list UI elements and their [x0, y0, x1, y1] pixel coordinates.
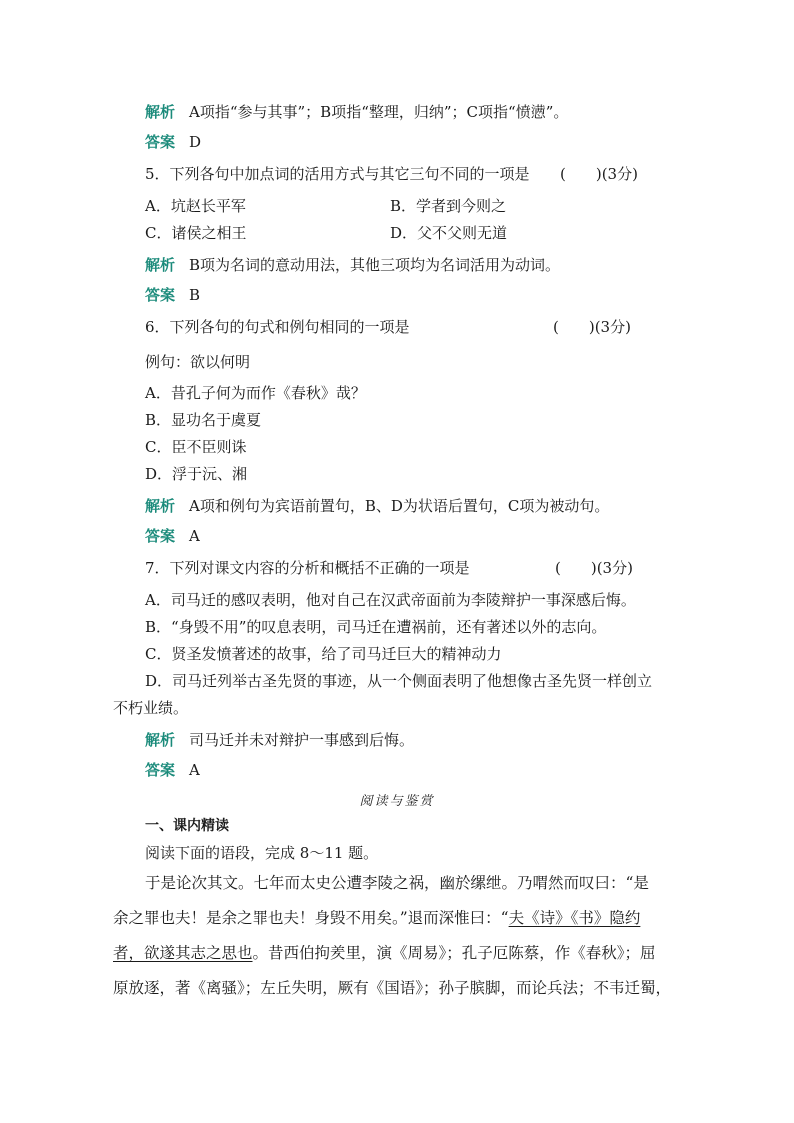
- q5-analysis-line: [145, 255, 560, 275]
- q6-option-b: B．显功名于虞夏: [145, 411, 262, 429]
- section-subtitle: 一、课内精读: [145, 818, 229, 834]
- q5-option-d: D．父不父则无道: [390, 224, 508, 242]
- q5-stem: [145, 164, 530, 184]
- answer-label: 答案: [145, 527, 176, 545]
- q5-stem-text: 5．下列各句中加点词的活用方式与其它三句不同的一项是: [145, 165, 530, 183]
- q7-analysis-line: [145, 730, 414, 750]
- answer-label: 答案: [145, 133, 176, 151]
- analysis-label: 解析: [145, 731, 176, 749]
- q7-answer-line: [145, 760, 200, 780]
- q6-analysis-text: A项和例句为宾语前置句，B、D为状语后置句，C项为被动句。: [189, 497, 610, 515]
- q5-option-b: B．学者到今则之: [390, 197, 507, 215]
- passage-underlined-sentence-end: 者，欲遂其志之思也: [113, 944, 253, 962]
- q6-answer-value: A: [189, 527, 200, 545]
- passage-line-4: 原放逐，著《离骚》；左丘失明，厥有《国语》；孙子膑脚，而论兵法；不韦迁蜀，: [113, 979, 672, 997]
- q6-option-a: A．昔孔子何为而作《春秋》哉？: [145, 384, 366, 402]
- q5-analysis-text: B项为名词的意动用法，其他三项均为名词活用为动词。: [189, 256, 561, 274]
- q7-score: ( )(3分): [555, 559, 633, 577]
- q6-analysis-line: [145, 496, 609, 516]
- q7-option-a: A．司马迁的感叹表明，他对自己在汉武帝面前为李陵辩护一事深感后悔。: [145, 591, 636, 609]
- passage-line-2-text: 余之罪也夫！是余之罪也夫！身毁不用矣。”退而深惟曰：“: [113, 909, 509, 927]
- q6-option-d: D．浮于沅、湘: [145, 465, 248, 483]
- q5-answer-line: [145, 285, 200, 305]
- q7-analysis-text: 司马迁并未对辩护一事感到后悔。: [189, 731, 415, 749]
- q7-stem-text: 7．下列对课文内容的分析和概括不正确的一项是: [145, 559, 470, 577]
- q6-example: 例句：欲以何明: [145, 353, 251, 371]
- q6-score: ( )(3分): [553, 318, 631, 336]
- analysis-label: 解析: [145, 256, 176, 274]
- passage-underlined-sentence-start: 夫《诗》《书》隐约: [508, 909, 641, 927]
- q5-option-c: C．诸侯之相王: [145, 224, 247, 242]
- passage-line-3-text: 。昔西伯拘羑里，演《周易》；孔子厄陈蔡，作《春秋》；屈: [252, 944, 656, 962]
- q7-option-d: D．司马迁列举古圣先贤的事迹，从一个侧面表明了他想像古圣先贤一样创立: [145, 672, 653, 690]
- q6-stem: [145, 317, 410, 337]
- q6-option-c: C．臣不臣则诛: [145, 438, 247, 456]
- q5-answer-value: B: [189, 286, 201, 304]
- q5-score: ( )(3分): [560, 165, 638, 183]
- passage-line-3: [113, 936, 683, 971]
- q7-option-b: B．“身毁不用”的叹息表明，司马迁在遭祸前，还有著述以外的志向。: [145, 618, 607, 636]
- passage-line-1: 于是论次其文。七年而太史公遭李陵之祸，幽於缧绁。乃喟然而叹曰：“是: [145, 874, 649, 892]
- section-instruction: 阅读下面的语段，完成 8～11 题。: [145, 844, 379, 862]
- q5-option-a: A．坑赵长平军: [145, 197, 246, 215]
- q6-stem-text: 6．下列各句的句式和例句相同的一项是: [145, 318, 410, 336]
- q7-stem: [145, 558, 470, 578]
- q4-analysis-text: A项指“参与其事”；B项指“整理，归纳”；C项指“愤懑”。: [189, 103, 569, 121]
- analysis-label: 解析: [145, 497, 176, 515]
- q7-option-d-continued: 不朽业绩。: [113, 699, 189, 717]
- q4-answer-line: [145, 132, 201, 152]
- q4-answer-value: D: [189, 133, 202, 151]
- answer-label: 答案: [145, 761, 176, 779]
- analysis-label: 解析: [145, 103, 176, 121]
- q6-answer-line: [145, 526, 200, 546]
- answer-label: 答案: [145, 286, 176, 304]
- q7-option-c: C．贤圣发愤著述的故事，给了司马迁巨大的精神动力: [145, 645, 502, 663]
- q7-answer-value: A: [189, 761, 200, 779]
- section-title: 阅读与鉴赏: [359, 794, 435, 809]
- q4-analysis-line: [145, 102, 568, 122]
- passage-line-2: [113, 901, 683, 936]
